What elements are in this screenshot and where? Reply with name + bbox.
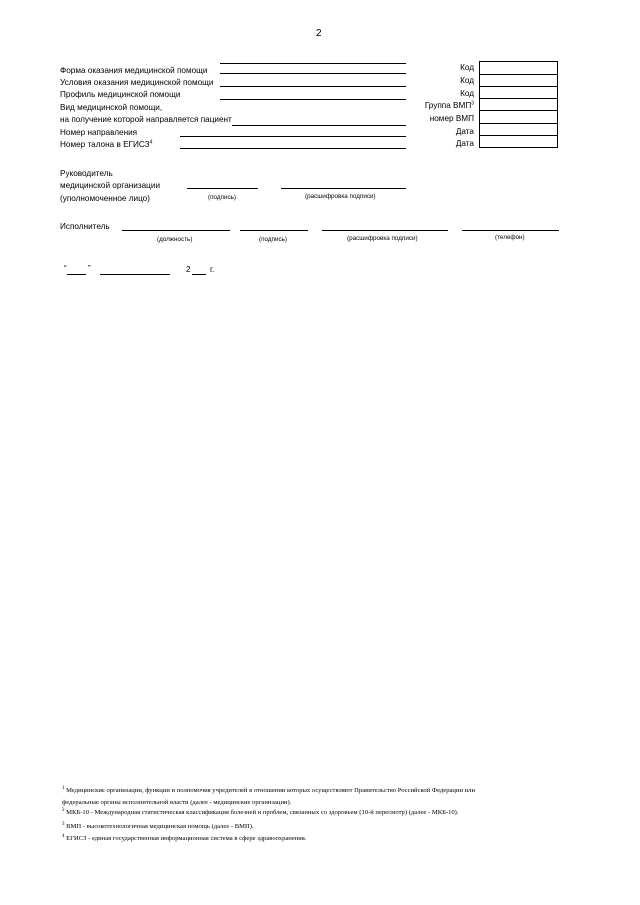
- field-label-coupon-number: [60, 140, 152, 150]
- code-label-vmp-number: номер ВМП: [429, 114, 474, 123]
- coupon-label-text: Номер талона в ЕГИСЗ: [60, 140, 150, 149]
- field-label-form: Форма оказания медицинской помощи: [60, 66, 208, 75]
- vmp-footnote-ref: 3: [471, 100, 474, 107]
- date-month-line[interactable]: [100, 274, 170, 275]
- date-year-line[interactable]: [192, 274, 206, 275]
- code-label-3: Код: [460, 89, 474, 98]
- footnote-1-cont: [62, 799, 291, 807]
- footnote-4-text: ЕГИСЗ - единая государственная информационная система в сфере здравоохранения.: [66, 835, 307, 842]
- head-decoding-line[interactable]: [281, 188, 406, 189]
- footnote-2-num: 2: [62, 807, 65, 813]
- executor-decoding-line[interactable]: [322, 230, 448, 231]
- coupon-footnote-ref: 4: [149, 139, 153, 146]
- code-box-vmp-number[interactable]: [479, 110, 558, 124]
- executor-caption-position: (должность): [157, 236, 193, 243]
- field-line-form-2[interactable]: [220, 73, 406, 74]
- footnote-3-num: 3: [62, 821, 65, 827]
- date-day-line[interactable]: [67, 274, 86, 275]
- code-label-vmp-group: [425, 101, 474, 111]
- code-box-1[interactable]: [479, 61, 558, 75]
- head-signature-line[interactable]: [187, 188, 258, 189]
- field-label-referral-number: Номер направления: [60, 128, 138, 137]
- field-label-conditions: Условия оказания медицинской помощи: [60, 78, 214, 87]
- executor-caption-phone: (телефон): [495, 234, 525, 241]
- executor-caption-signature: (подпись): [259, 236, 287, 243]
- footnote-1-num: 1: [62, 785, 65, 791]
- field-label-type: Вид медицинской помощи,: [60, 103, 163, 112]
- head-label-line2: медицинской организации: [60, 181, 161, 190]
- date-year-prefix: 2: [186, 265, 191, 274]
- executor-signature-line[interactable]: [240, 230, 308, 231]
- head-caption-decoding: (расшифровка подписи): [305, 193, 376, 200]
- vmp-group-text: Группа ВМП: [424, 101, 472, 110]
- executor-label: Исполнитель: [60, 222, 110, 231]
- field-line-referral-number[interactable]: [180, 136, 406, 137]
- page-number: 2: [316, 28, 322, 39]
- executor-caption-decoding: (расшифровка подписи): [347, 235, 418, 242]
- code-label-2: Код: [460, 76, 474, 85]
- code-label-date-2: Дата: [455, 139, 474, 148]
- executor-phone-line[interactable]: [462, 230, 559, 231]
- code-label-date-1: Дата: [455, 127, 474, 136]
- field-line-profile[interactable]: [220, 99, 406, 100]
- footnote-1-cont-text: федеральные органы исполнительной власти (далее - медицинские организации).: [62, 799, 292, 806]
- date-year-suffix: г.: [210, 265, 215, 274]
- footnote-1-text: Медицинские организации, функции и полномочия учредителей в отношении которых осуществляют Правительство Российской Федерации или: [66, 787, 475, 794]
- footnote-3: [62, 823, 254, 831]
- footnote-1: [62, 787, 475, 795]
- executor-position-line[interactable]: [122, 230, 230, 231]
- head-label-line3: (уполномоченное лицо): [60, 194, 150, 203]
- field-line-coupon-number[interactable]: [180, 148, 406, 149]
- code-label-1: Код: [460, 63, 474, 72]
- footnote-2-text: МКБ-10 - Международная статистическая классификация болезней и проблем, связанных со здоровьем (10-й пересмотр) (далее - МКБ-10).: [66, 809, 459, 816]
- footnote-4: [62, 835, 307, 843]
- code-box-date-2[interactable]: [479, 135, 558, 148]
- footnote-4-num: 4: [62, 833, 65, 839]
- field-line-conditions[interactable]: [220, 86, 406, 87]
- footnote-3-text: ВМП - высокотехнологичная медицинская помощь (далее - ВМП).: [66, 823, 254, 830]
- field-label-profile: Профиль медицинской помощи: [60, 90, 181, 99]
- footnote-2: [62, 809, 459, 817]
- field-line-form[interactable]: [220, 63, 406, 64]
- date-close-quote: ”: [88, 264, 91, 273]
- head-caption-signature: (подпись): [208, 194, 236, 201]
- field-line-type[interactable]: [232, 125, 406, 126]
- field-label-type-cont: на получение которой направляется пациент: [60, 115, 232, 124]
- date-open-quote: “: [64, 264, 67, 273]
- head-label-line1: Руководитель: [60, 169, 113, 178]
